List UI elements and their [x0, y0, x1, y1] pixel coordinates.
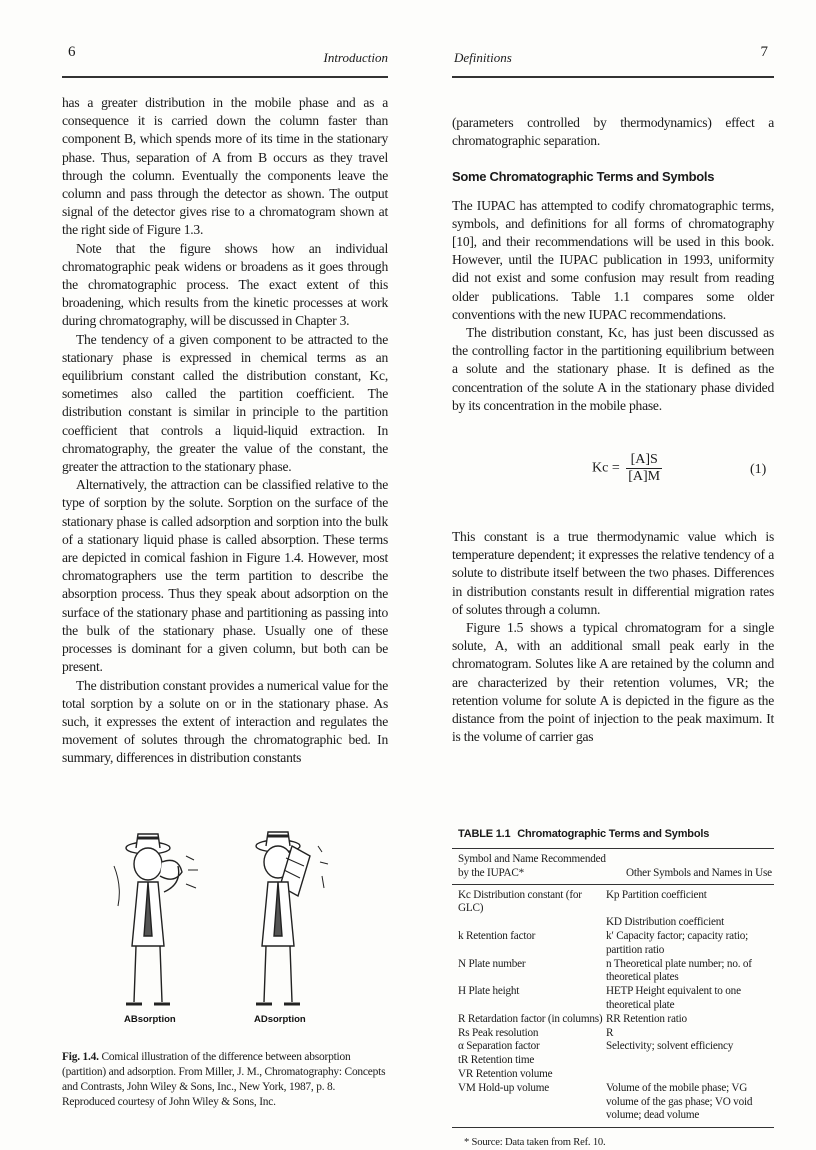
table-cell-iupac: Kc Distribution constant (for GLC) — [458, 888, 582, 915]
table-cell-iupac: tR Retention time — [458, 1054, 535, 1067]
left-paragraph: has a greater distribution in the mobile phase and as a consequence it is carried down the column faster than component B, which spends more of its time in the stationary phase. Thus, separation of A from B occurs as they travel through the column. Eventually the components leave the column and pass through the detector as shown. The output signal of the detector gives rise to a chromatogram shown at the right side of Figure 1.3. — [62, 95, 388, 238]
table-row — [452, 1054, 774, 1068]
left-header-rule — [62, 76, 388, 78]
table-row — [452, 985, 774, 1013]
right-body-top — [452, 114, 774, 415]
table-cell-iupac — [452, 916, 606, 930]
table-header-other: Other Symbols and Names in Use — [626, 866, 772, 879]
table-cell-other: R — [606, 1026, 614, 1039]
absorption-label: ABsorption — [124, 1014, 176, 1025]
table-cell-other: n Theoretical plate number; no. of theoretical plates — [606, 957, 752, 984]
table-cell-other — [606, 1054, 774, 1068]
table-row — [452, 1040, 774, 1054]
adsorption-cartoon — [256, 832, 328, 1004]
left-running-head: Introduction — [323, 50, 388, 65]
table-cell-other: KD Distribution coefficient — [606, 916, 725, 929]
table-cell-other: Kp Partition coefficient — [606, 888, 707, 901]
equation-number: (1) — [750, 462, 767, 477]
table-cell-other: Volume of the mobile phase; VG volume of the gas phase; VO void volume; dead volume — [606, 1081, 753, 1122]
table-cell-other: HETP Height equivalent to one theoretical plate — [606, 985, 741, 1011]
equation-1 — [592, 452, 662, 485]
equation-numerator: [A]S — [626, 452, 662, 469]
table-body — [452, 889, 774, 1124]
right-header-rule — [452, 76, 774, 78]
table-row — [452, 1027, 774, 1041]
table-row — [452, 889, 774, 917]
right-body-bottom — [452, 528, 774, 746]
table-cell-other: k′ Capacity factor; capacity ratio; partition ratio — [606, 929, 749, 956]
table-row — [452, 916, 774, 930]
table-header-row — [452, 849, 774, 884]
equation-fraction — [626, 452, 662, 485]
table-cell-iupac: N Plate number — [458, 957, 526, 970]
table-cell-iupac: R Retardation factor (in columns) — [458, 1012, 603, 1025]
table-cell-iupac: α Separation factor — [458, 1040, 540, 1053]
section-heading: Some Chromatographic Terms and Symbols — [452, 169, 715, 185]
right-paragraph: (parameters controlled by thermodynamics) effect a chromatographic separation. — [452, 115, 774, 149]
table-row — [452, 1068, 774, 1082]
table-cell-iupac: VM Hold-up volume — [458, 1081, 550, 1094]
table-cell-iupac: H Plate height — [458, 985, 520, 998]
figure-caption-text: Comical illustration of the difference between absorption (partition) and adsorption. From Miller, J. M., Chromatography: Concepts and Contrasts, John Wiley & Sons, Inc., New York, 1987, p. 8. Reproduced courtesy of John Wiley & Sons, Inc. — [62, 1051, 386, 1108]
table-title — [452, 828, 774, 842]
table-label: TABLE 1.1 — [458, 828, 511, 840]
equation-lhs: Kc = — [592, 460, 620, 476]
left-paragraph: The distribution constant provides a numerical value for the total sorption by a solute on or in the stationary phase. As such, it expresses the extent of interaction and regulates the movement of solutes through the chromatographic bed. In summary, differences in distribution constants — [62, 677, 388, 766]
left-paragraph: The tendency of a given component to be attracted to the stationary phase is expressed in chemical terms as an equilibrium constant called the distribution constant, Kc, sometimes also called the partition coefficient. The distribution constant is similar in principle to the partition coefficient that controls a liquid-liquid extraction. In chromatography, the greater the value of the constant, the greater the attraction to the stationary phase. — [62, 331, 388, 475]
table-cell-iupac: VR Retention volume — [458, 1067, 553, 1080]
left-page-number: 6 — [68, 44, 76, 60]
right-running-head: Definitions — [454, 50, 512, 65]
table-cell-iupac: k Retention factor — [458, 929, 536, 942]
left-paragraph: Note that the figure shows how an individual chromatographic peak widens or broadens as it goes through the chromatographic process. The exact extent of this broadening, which results from the kinetic processes at work during chromatography, will be discussed in Chapter 3. — [62, 240, 388, 329]
table-cell-other: RR Retention ratio — [606, 1012, 687, 1025]
equation-denominator: [A]M — [628, 469, 661, 484]
figure-caption — [62, 1050, 388, 1110]
table-cell-iupac: Rs Peak resolution — [458, 1026, 539, 1039]
right-paragraph: The IUPAC has attempted to codify chromatographic terms, symbols, and definitions for all forms of chromatography [10], and their recommendations will be used in this book. However, until the IUPAC publication in 1993, uniformity did not exist and some confusion may result from reading older publications. Table 1.1 compares some older conventions with the new IUPAC recommendations. — [452, 197, 774, 322]
table-row — [452, 1082, 774, 1123]
left-body-text — [62, 94, 388, 768]
table-row — [452, 930, 774, 958]
table-header-iupac: Symbol and Name Recommended by the IUPAC* — [458, 852, 606, 879]
right-paragraph: The distribution constant, Kc, has just been discussed as the controlling factor in the partitioning equilibrium between a solute and the stationary phase. It is defined as the concentration of the solute A in the stationary phase divided by its concentration in the mobile phase. — [452, 325, 774, 413]
table-cell-other: Selectivity; solvent efficiency — [606, 1040, 734, 1053]
table-row — [452, 958, 774, 986]
table-cell-other — [606, 1068, 774, 1082]
left-paragraph: Alternatively, the attraction can be classified relative to the type of sorption by the solute. Sorption on the surface of the stationary phase is called adsorption and sorption into the bulk of a stationary liquid phase is called absorption. These terms are depicted in comical fashion in Figure 1.4. However, most chromatographers use the term partition to describe the absorption process. Thus they speak about adsorption on the surface of the stationary phase and partitioning as passing into the bulk of the stationary phase. Usually one of these processes is dominant for a given column, but both can be present. — [62, 477, 388, 675]
adsorption-label: ADsorption — [254, 1014, 306, 1025]
right-paragraph: Figure 1.5 shows a typical chromatogram for a single solute, A, with an additional small peak early in the chromatogram. Solutes like A are retained by the column and are characterized by their retention volumes, VR; the retention volume for solute A is depicted in the figure as the distance from the point of injection to the peak maximum. It is the volume of carrier gas — [452, 620, 774, 745]
comic-figure — [108, 826, 358, 1026]
table-row — [452, 1013, 774, 1027]
figure-caption-label: Fig. 1.4. — [62, 1051, 99, 1063]
absorption-cartoon — [114, 834, 198, 1004]
table-1-1 — [452, 828, 774, 1150]
table-footnote: * Source: Data taken from Ref. 10. — [464, 1137, 606, 1149]
right-paragraph: This constant is a true thermodynamic value which is temperature dependent; it expresses the relative tendency of a solute to distribute itself between the two phases. Differences in distribution constants result in differential migration rates of solutes through a column. — [452, 529, 774, 617]
table-title-text: Chromatographic Terms and Symbols — [517, 828, 710, 840]
right-page-number: 7 — [760, 44, 768, 60]
